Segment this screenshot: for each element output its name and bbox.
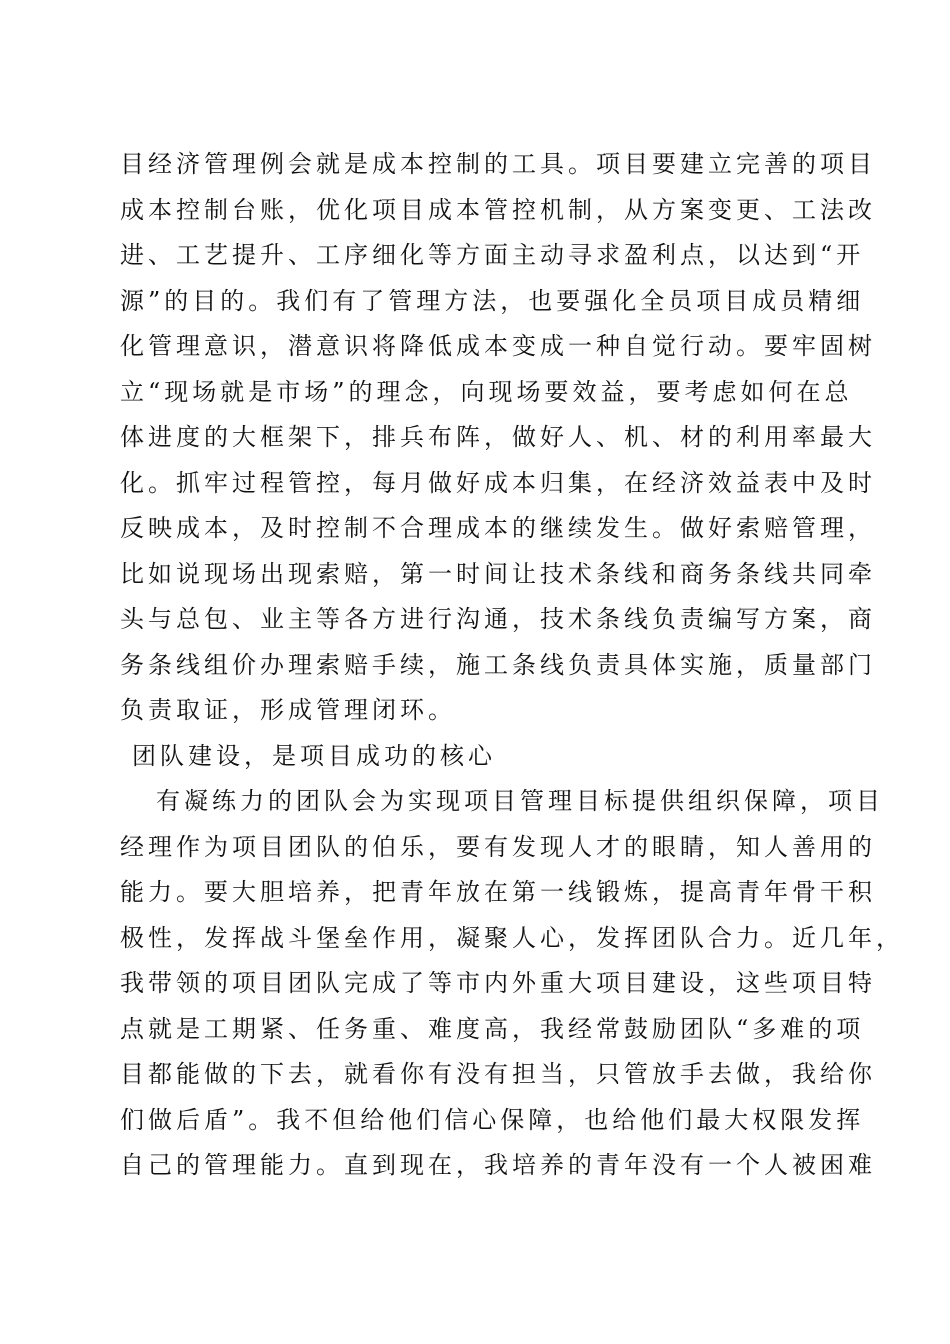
text-line: 化。抓牢过程管控，每月做好成本归集，在经济效益表中及时 (120, 468, 876, 497)
paragraph-first-line: 有凝练力的团队会为实现项目管理目标提供组织保障，项目 (156, 787, 884, 815)
text-line: 反映成本，及时控制不合理成本的继续发生。做好索赔管理， (120, 514, 876, 542)
text-line: 能力。要大胆培养，把青年放在第一线锻炼，提高青年骨干积 (120, 878, 876, 906)
text-line: 比如说现场出现索赔，第一时间让技术条线和商务条线共同牵 (120, 559, 876, 588)
body-text (120, 142, 904, 1189)
text-line: 目经济管理例会就是成本控制的工具。项目要建立完善的项目 (120, 150, 876, 178)
text-line: 务条线组价办理索赔手续，施工条线负责具体实施，质量部门 (120, 650, 876, 679)
text-line: 体进度的大框架下，排兵布阵，做好人、机、材的利用率最大 (120, 423, 876, 451)
text-line: 目都能做的下去，就看你有没有担当，只管放手去做，我给你 (120, 1060, 876, 1088)
text-line: 化管理意识，潜意识将降低成本变成一种自觉行动。要牢固树 (120, 332, 876, 360)
text-line: 头与总包、业主等各方进行沟通，技术条线负责编写方案，商 (120, 605, 876, 633)
text-line: 自己的管理能力。直到现在，我培养的青年没有一个人被困难 (120, 1151, 876, 1179)
text-line: 进、工艺提升、工序细化等方面主动寻求盈利点，以达到“开 (120, 241, 865, 269)
text-line: 点就是工期紧、任务重、难度高，我经常鼓励团队“多难的项 (120, 1014, 865, 1043)
text-line: 源”的目的。我们有了管理方法，也要强化全员项目成员精细 (120, 286, 865, 315)
text-line: 们做后盾”。我不但给他们信心保障，也给他们最大权限发挥 (120, 1105, 865, 1134)
section-heading: 团队建设，是项目成功的核心 (132, 741, 496, 770)
text-line: 立“现场就是市场”的理念，向现场要效益，要考虑如何在总 (120, 377, 853, 406)
text-line: 负责取证，形成管理闭环。 (120, 696, 456, 724)
text-line: 我带领的项目团队完成了等市内外重大项目建设，这些项目特 (120, 969, 876, 997)
text-line: 经理作为项目团队的伯乐，要有发现人才的眼睛，知人善用的 (120, 832, 876, 861)
text-line: 成本控制台账，优化项目成本管控机制，从方案变更、工法改 (120, 195, 876, 224)
text-line: 极性，发挥战斗堡垒作用，凝聚人心，发挥团队合力。近几年， (120, 923, 904, 952)
